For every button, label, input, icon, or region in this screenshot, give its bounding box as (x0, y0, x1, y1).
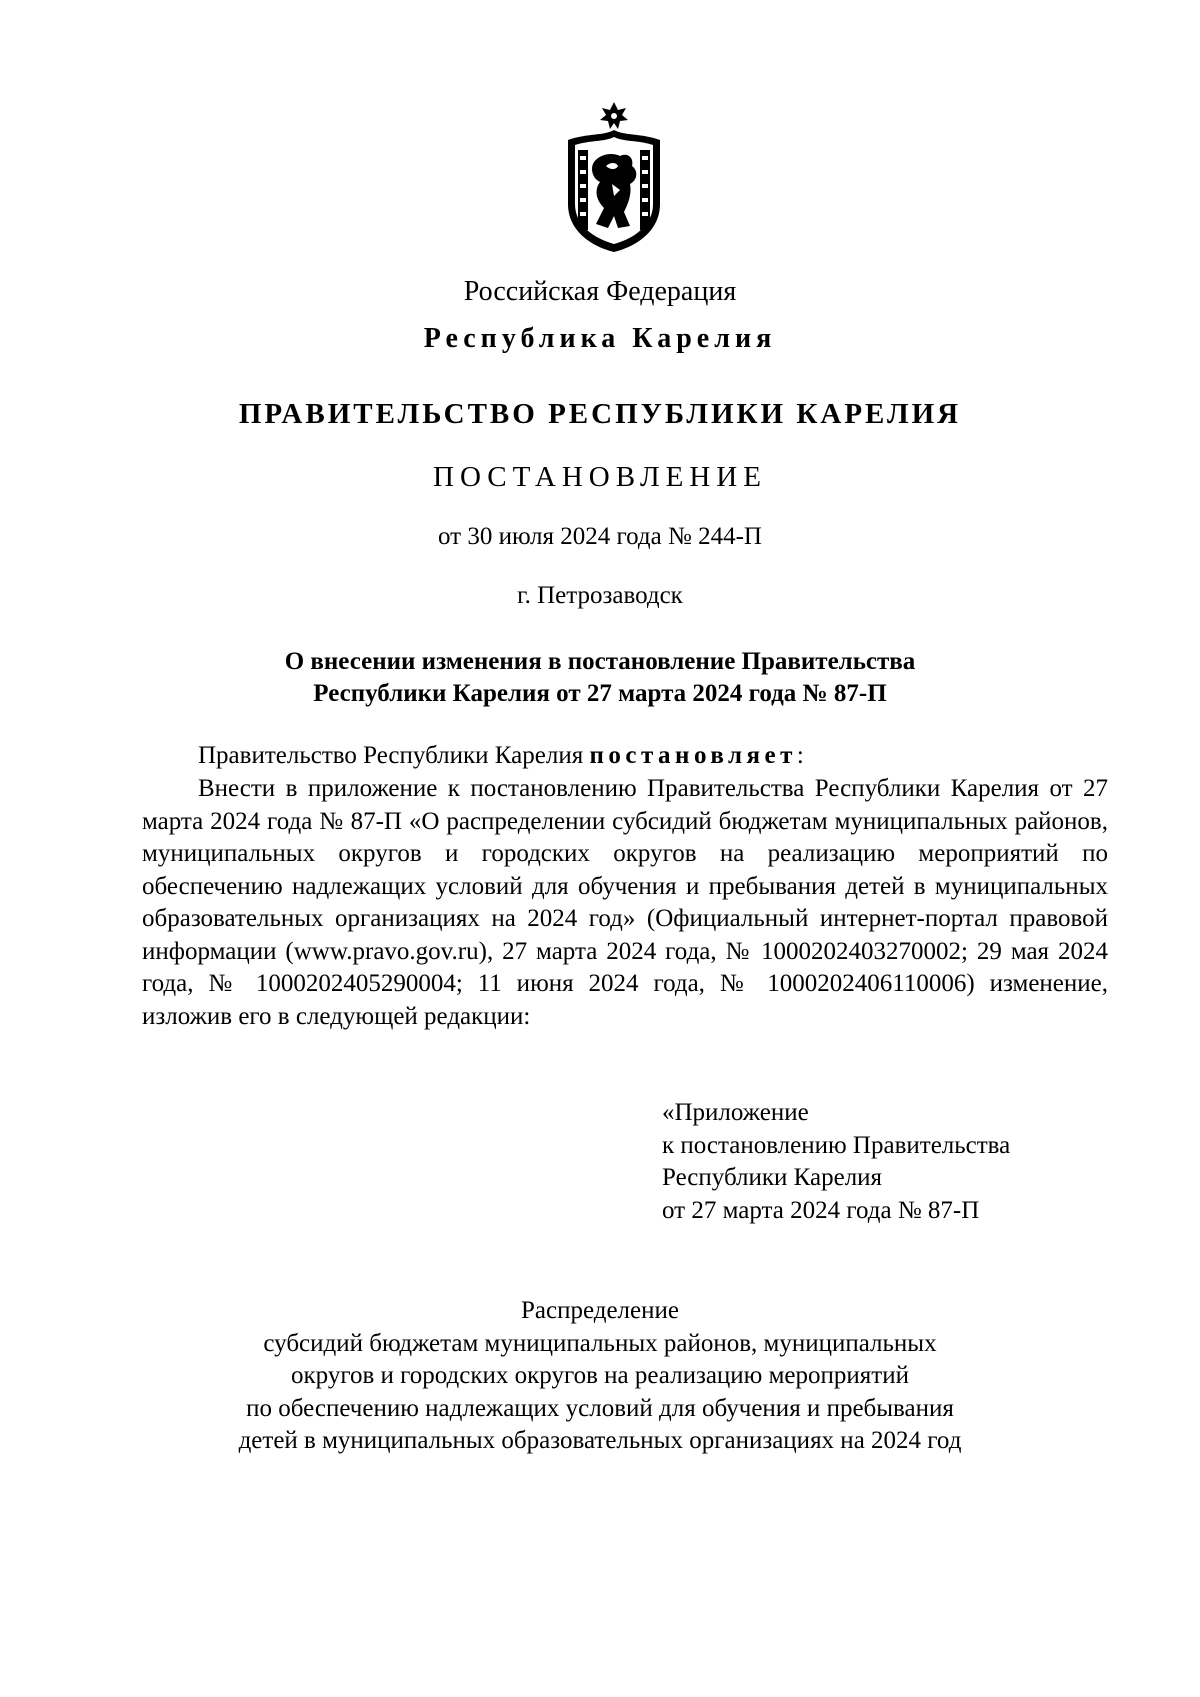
document-date-number: от 30 июля 2024 года № 244-П (438, 523, 762, 550)
distribution-title (0, 1295, 1200, 1458)
appendix-line: Республики Карелия (662, 1164, 883, 1191)
karelia-coat-of-arms-icon (558, 100, 670, 254)
subject-line: Республики Карелия от 27 марта 2024 года № 87-П (313, 680, 887, 707)
appendix-line: от 27 марта 2024 года № 87-П (662, 1196, 980, 1224)
republic-name: Республика Карелия (423, 323, 777, 354)
decree-colon: : (796, 742, 804, 769)
document-subject (0, 646, 1200, 710)
distribution-line: Распределение (521, 1297, 679, 1324)
appendix-reference (662, 1097, 1122, 1227)
distribution-line: по обеспечению надлежащих условий для обучения и пребывания (246, 1394, 954, 1422)
decree-paragraph: Внести в приложение к постановлению Правительства Республики Карелия от 27 марта 2024 года № 87-П «О распределении субсидий бюджетам муниципальных районов, муниципальных округов и городских округов на реализацию мероприятий по обеспечению надлежащих условий для обучения и пребывания детей в муниципальных образовательных организациях на 2024 год» (Официальный интернет-портал правовой информации (www.pravo.gov.ru), 27 марта 2024 года, № 1000202403270002; 29 мая 2024 года, № 1000202405290004; 11 июня 2024 года, № 1000202406110006) изменение, изложив его в следующей редакции: (142, 775, 1108, 1030)
distribution-line: округов и городских округов на реализацию мероприятий (291, 1362, 909, 1389)
decree-intro-text: Правительство Республики Карелия (198, 742, 590, 769)
subject-line: О внесении изменения в постановление Правительства (284, 648, 916, 675)
document-city: г. Петрозаводск (517, 582, 683, 609)
government-title: ПРАВИТЕЛЬСТВО РЕСПУБЛИКИ КАРЕЛИЯ (238, 398, 962, 430)
decree-word: постановляет (589, 742, 797, 769)
document-type: ПОСТАНОВЛЕНИЕ (433, 461, 767, 493)
decree-intro (142, 740, 1108, 773)
appendix-line: «Приложение (662, 1099, 809, 1126)
appendix-line: к постановлению Правительства (662, 1131, 1011, 1159)
country-name: Российская Федерация (463, 276, 737, 307)
distribution-line: субсидий бюджетам муниципальных районов, муниципальных (263, 1329, 937, 1357)
distribution-line: детей в муниципальных образовательных организациях на 2024 год (238, 1427, 962, 1454)
